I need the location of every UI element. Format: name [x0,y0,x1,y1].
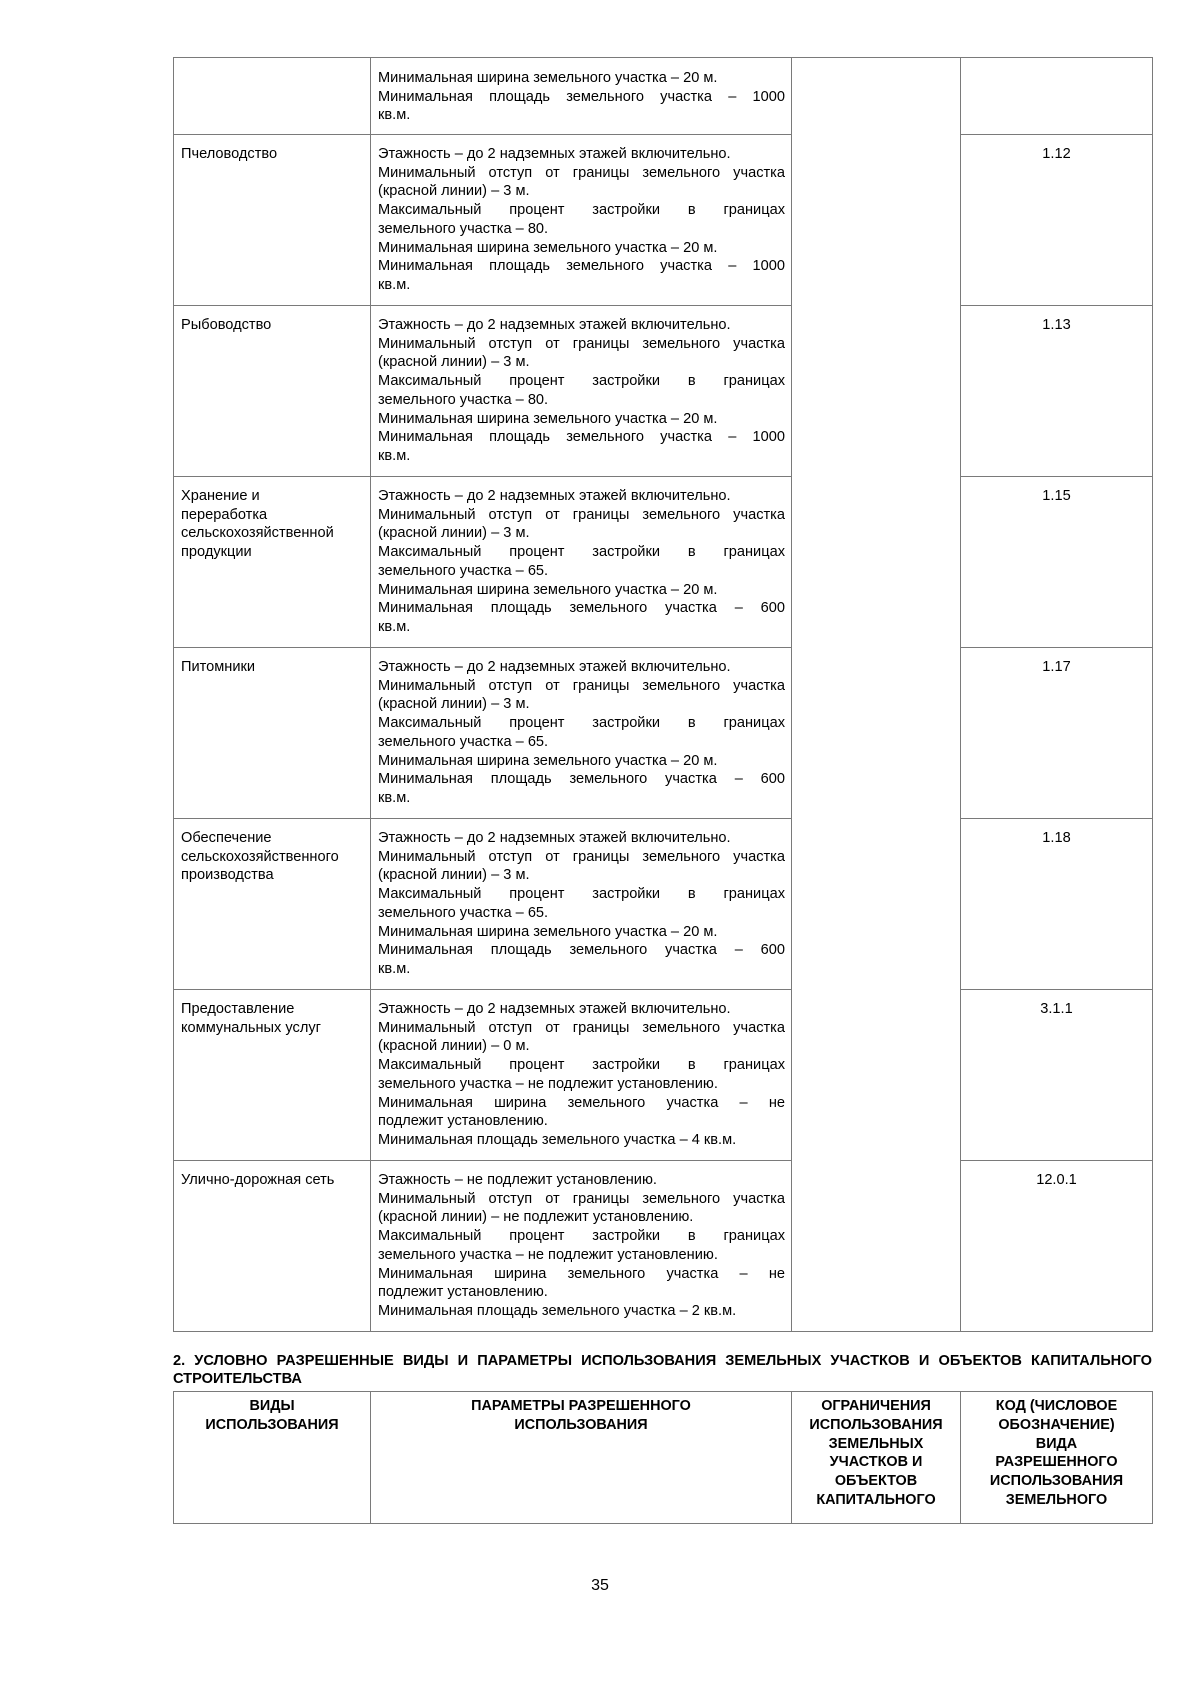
code-cell: 1.17 [961,648,1153,819]
table-row [174,648,1153,819]
use-label: Обеспечение [181,830,272,846]
header-line: ВИДЫ [249,1398,295,1414]
param-line: Минимальная ширина земельного участка – 20 м. [378,923,718,940]
header-code [961,1392,1153,1524]
param-line: подлежит установлению. [378,1113,548,1130]
param-line: земельного участка – 80. [378,391,549,408]
param-line: земельного участка – 65. [378,562,549,579]
param-line: Максимальный процент застройки в границах [378,373,785,390]
params-cell [371,58,792,135]
use-cell [174,819,371,990]
param-line: земельного участка – не подлежит установлению. [378,1246,718,1263]
param-line: кв.м. [378,447,411,464]
param-line: (красной линии) – 0 м. [378,1038,530,1055]
use-label: Питомники [181,659,256,675]
param-line: Минимальный отступ от границы земельного участка [378,506,785,523]
params-cell [371,648,792,819]
params-cell [371,135,792,306]
param-line: Этажность – до 2 надземных этажей включительно. [378,659,731,675]
param-line: земельного участка – не подлежит установлению. [378,1075,718,1092]
param-line: кв.м. [378,276,411,293]
table-row-continuation [174,58,1153,135]
header-use-types [174,1392,371,1524]
header-line: ИСПОЛЬЗОВАНИЯ [205,1416,339,1433]
table-row [174,819,1153,990]
code-cell: 1.13 [961,306,1153,477]
param-line: кв.м. [378,107,411,124]
param-line: Минимальная площадь земельного участка – 1000 [378,88,785,105]
use-cell [174,135,371,306]
header-line: ЗЕМЕЛЬНЫХ [828,1435,924,1452]
header-line: КОД (ЧИСЛОВОЕ [995,1398,1118,1414]
param-line: Этажность – до 2 надземных этажей включительно. [378,317,731,333]
use-label: Пчеловодство [181,146,278,162]
param-line: кв.м. [378,618,411,635]
param-line: Этажность – до 2 надземных этажей включительно. [378,830,731,846]
land-use-table-body [174,58,1153,1332]
table-row [174,306,1153,477]
use-label: переработка [181,506,268,523]
param-line: Максимальный процент застройки в границах [378,544,785,561]
header-line: КАПИТАЛЬНОГО [816,1491,936,1508]
param-line: Минимальный отступ от границы земельного участка [378,1019,785,1036]
param-line: Минимальная ширина земельного участка – 20 м. [378,752,718,769]
param-line: Минимальный отступ от границы земельного участка [378,1190,785,1207]
param-line: Этажность – до 2 надземных этажей включительно. [378,146,731,162]
header-line: ИСПОЛЬЗОВАНИЯ [989,1473,1124,1490]
restrictions-cell [792,58,961,1332]
code-cell: 1.18 [961,819,1153,990]
conditional-use-table [173,1391,1153,1524]
param-line: кв.м. [378,960,411,977]
table-row [174,990,1153,1161]
param-line: Минимальная площадь земельного участка – 600 [378,942,785,959]
param-line: Минимальная площадь земельного участка – 2 кв.м. [378,1302,737,1319]
params-cell [371,1161,792,1332]
param-line: Минимальная ширина земельного участка – 20 м. [378,410,718,427]
param-line: Этажность – до 2 надземных этажей включительно. [378,488,731,504]
header-line: ИСПОЛЬЗОВАНИЯ [514,1416,648,1433]
use-label: Рыбоводство [181,317,272,333]
param-line: Минимальная ширина земельного участка – не [378,1265,785,1282]
param-line: земельного участка – 80. [378,220,549,237]
table-row [174,1161,1153,1332]
section-heading: 2. УСЛОВНО РАЗРЕШЕННЫЕ ВИДЫ И ПАРАМЕТРЫ ИСПОЛЬЗОВАНИЯ ЗЕМЕЛЬНЫХ УЧАСТКОВ И ОБЪЕКТОВ КАПИТАЛЬНОГО СТРОИТЕЛЬСТВА [173,1353,1152,1387]
use-label: производства [181,867,274,884]
use-label: коммунальных услуг [181,1019,321,1036]
code-cell [961,58,1153,135]
header-parameters [371,1392,792,1524]
param-line: (красной линии) – 3 м. [378,525,530,542]
param-line: Максимальный процент застройки в границах [378,1057,785,1074]
header-line: ОГРАНИЧЕНИЯ [821,1398,931,1414]
table-row [174,477,1153,648]
param-line: кв.м. [378,789,411,806]
header-line: ПАРАМЕТРЫ РАЗРЕШЕННОГО [471,1398,691,1414]
param-line: Максимальный процент застройки в границах [378,1228,785,1245]
header-line: УЧАСТКОВ И [829,1454,923,1471]
param-line: Этажность – не подлежит установлению. [378,1172,657,1188]
param-line: земельного участка – 65. [378,733,549,750]
param-line: Минимальный отступ от границы земельного участка [378,677,785,694]
header-line: РАЗРЕШЕННОГО [995,1454,1118,1471]
param-line: Минимальный отступ от границы земельного участка [378,335,785,352]
param-line: подлежит установлению. [378,1284,548,1301]
code-cell: 12.0.1 [961,1161,1153,1332]
param-line: Максимальный процент застройки в границах [378,886,785,903]
param-line: (красной линии) – 3 м. [378,183,530,200]
param-line: Минимальная ширина земельного участка – 20 м. [378,581,718,598]
header-line: ОБЪЕКТОВ [834,1473,918,1490]
param-line: Минимальная площадь земельного участка – 600 [378,771,785,788]
page-number: 35 [591,1577,609,1594]
param-line: (красной линии) – 3 м. [378,867,530,884]
header-line: ОБОЗНАЧЕНИЕ) [998,1416,1115,1433]
param-line: Минимальная ширина земельного участка – не [378,1094,785,1111]
use-label: Хранение и [181,488,260,504]
param-line: Максимальный процент застройки в границах [378,202,785,219]
header-line: ИСПОЛЬЗОВАНИЯ [809,1416,943,1433]
param-line: Минимальная площадь земельного участка – 4 кв.м. [378,1131,737,1148]
params-cell [371,306,792,477]
use-cell [174,648,371,819]
code-cell: 1.12 [961,135,1153,306]
param-line: Минимальная ширина земельного участка – 20 м. [378,239,718,256]
param-line: Минимальная площадь земельного участка – 1000 [378,258,785,275]
use-cell [174,58,371,135]
use-label: продукции [181,544,252,561]
param-line: Этажность – до 2 надземных этажей включительно. [378,1001,731,1017]
param-line: (красной линии) – 3 м. [378,696,530,713]
header-line: ЗЕМЕЛЬНОГО [1005,1491,1108,1508]
header-line: ВИДА [1035,1435,1078,1452]
param-line: (красной линии) – не подлежит установлению. [378,1209,694,1226]
params-cell [371,990,792,1161]
param-line: Максимальный процент застройки в границах [378,715,785,732]
header-row [174,1392,1153,1524]
param-line: Минимальная площадь земельного участка – 600 [378,600,785,617]
use-label: Предоставление [181,1001,295,1017]
use-label: сельскохозяйственной [181,525,334,542]
use-cell [174,306,371,477]
param-line: Минимальная площадь земельного участка – 1000 [378,429,785,446]
params-cell [371,819,792,990]
header-restrictions [792,1392,961,1524]
param-line: Минимальный отступ от границы земельного участка [378,848,785,865]
param-line: Минимальный отступ от границы земельного участка [378,164,785,181]
use-cell [174,1161,371,1332]
land-use-table [173,57,1153,1332]
params-cell [371,477,792,648]
use-cell [174,477,371,648]
param-line: Минимальная ширина земельного участка – 20 м. [378,70,718,86]
use-label: Улично-дорожная сеть [181,1172,335,1188]
code-cell: 1.15 [961,477,1153,648]
table-row [174,135,1153,306]
param-line: (красной линии) – 3 м. [378,354,530,371]
code-cell: 3.1.1 [961,990,1153,1161]
use-cell [174,990,371,1161]
param-line: земельного участка – 65. [378,904,549,921]
use-label: сельскохозяйственного [181,848,339,865]
